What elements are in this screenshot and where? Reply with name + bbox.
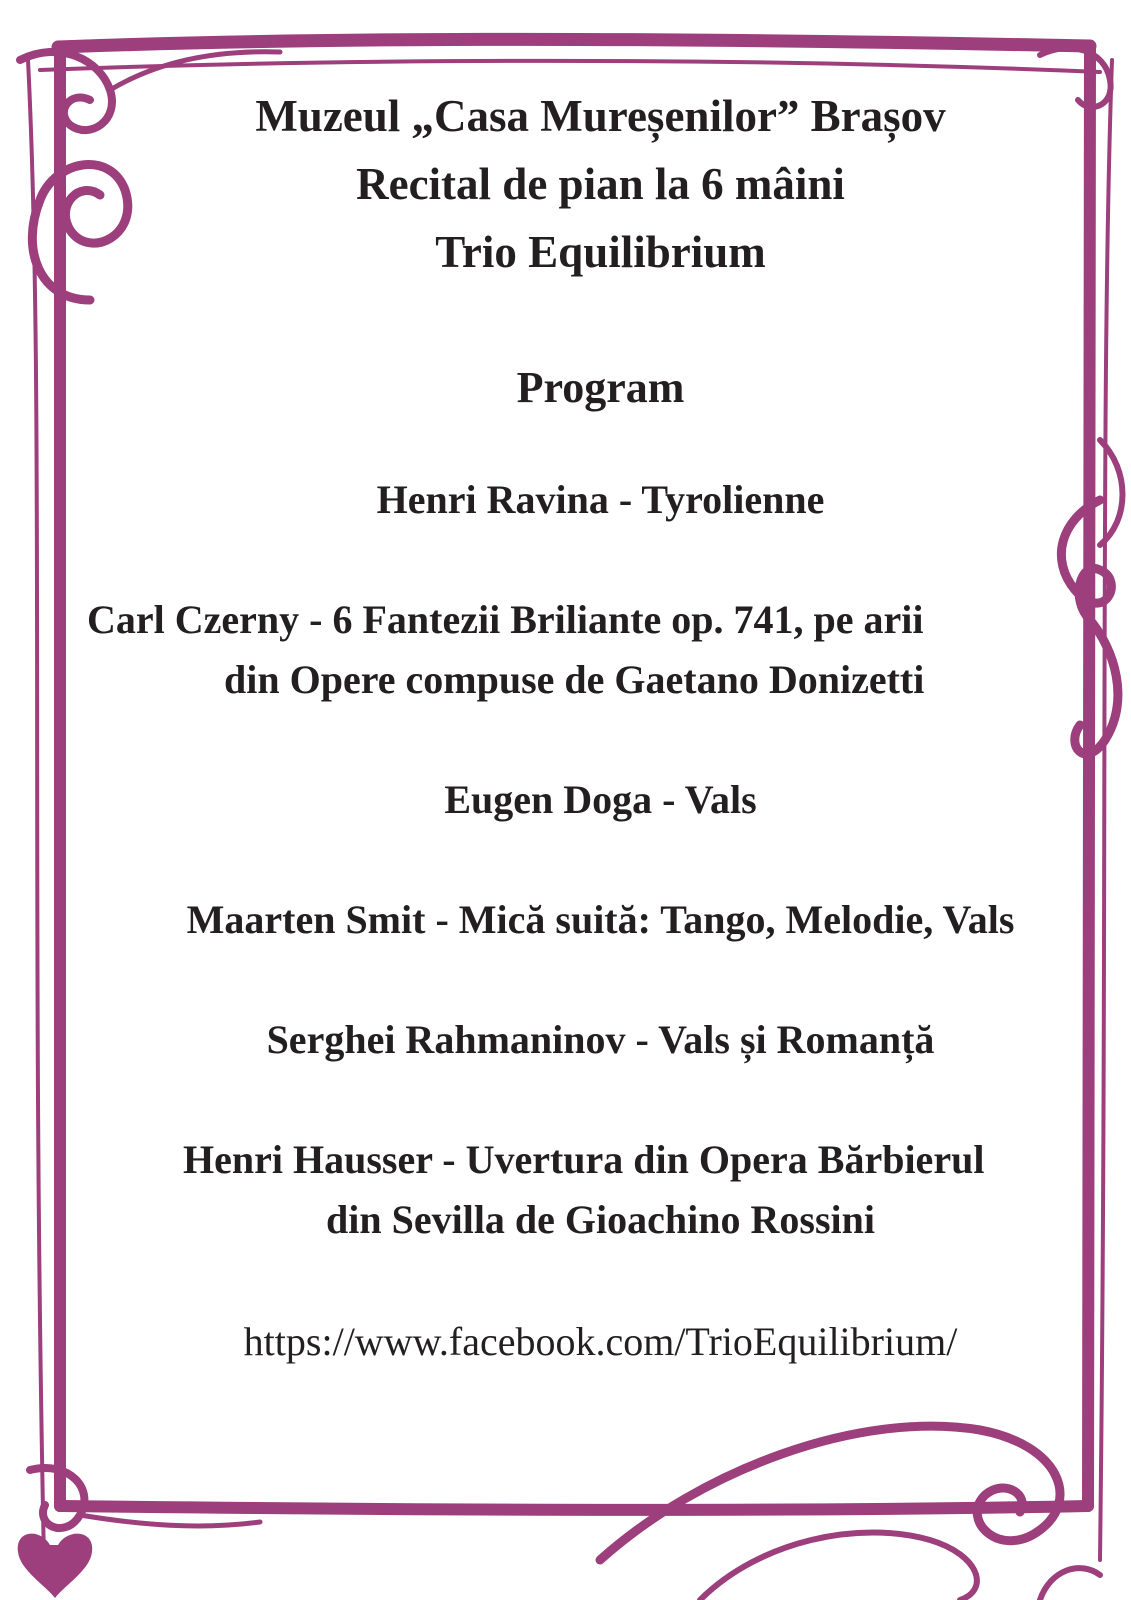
- bottom-right-scroll: [600, 1426, 1060, 1560]
- frame-top-line: [58, 39, 1090, 47]
- facebook-link[interactable]: https://www.facebook.com/TrioEquilibrium/: [243, 1319, 958, 1364]
- frame-bottom-line: [60, 1506, 1088, 1510]
- bottom-right-curl: [1040, 1568, 1100, 1600]
- program-item-doga: Eugen Doga - Vals: [444, 777, 757, 822]
- program-item-smit: Maarten Smit - Mică suită: Tango, Melodie, Vals: [186, 897, 1015, 942]
- program-item-hausser-line-2: din Sevilla de Gioachino Rossini: [325, 1197, 876, 1242]
- museum-title: Muzeul „Casa Mureșenilor” Brașov: [255, 91, 946, 141]
- program-heading: Program: [516, 363, 685, 412]
- top-left-sweep: [110, 52, 280, 90]
- ensemble-title: Trio Equilibrium: [435, 227, 766, 277]
- bottom-left-sweep: [80, 1515, 260, 1526]
- heart-ornament: [18, 1534, 92, 1598]
- program-item-rahmaninov: Serghei Rahmaninov - Vals și Romanță: [266, 1017, 935, 1062]
- program-item-czerny-line-2: din Opere compuse de Gaetano Donizetti: [224, 657, 925, 702]
- bottom-right-sweep: [700, 1533, 977, 1600]
- program-item-ravina: Henri Ravina - Tyrolienne: [376, 477, 825, 522]
- frame-top-thin-line: [40, 61, 1100, 72]
- recital-title: Recital de pian la 6 mâini: [356, 159, 845, 209]
- program-item-czerny-line-1: Carl Czerny - 6 Fantezii Briliante op. 741, pe arii: [87, 597, 924, 642]
- program-item-hausser-line-1: Henri Hausser - Uvertura din Opera Bărbierul: [183, 1137, 985, 1182]
